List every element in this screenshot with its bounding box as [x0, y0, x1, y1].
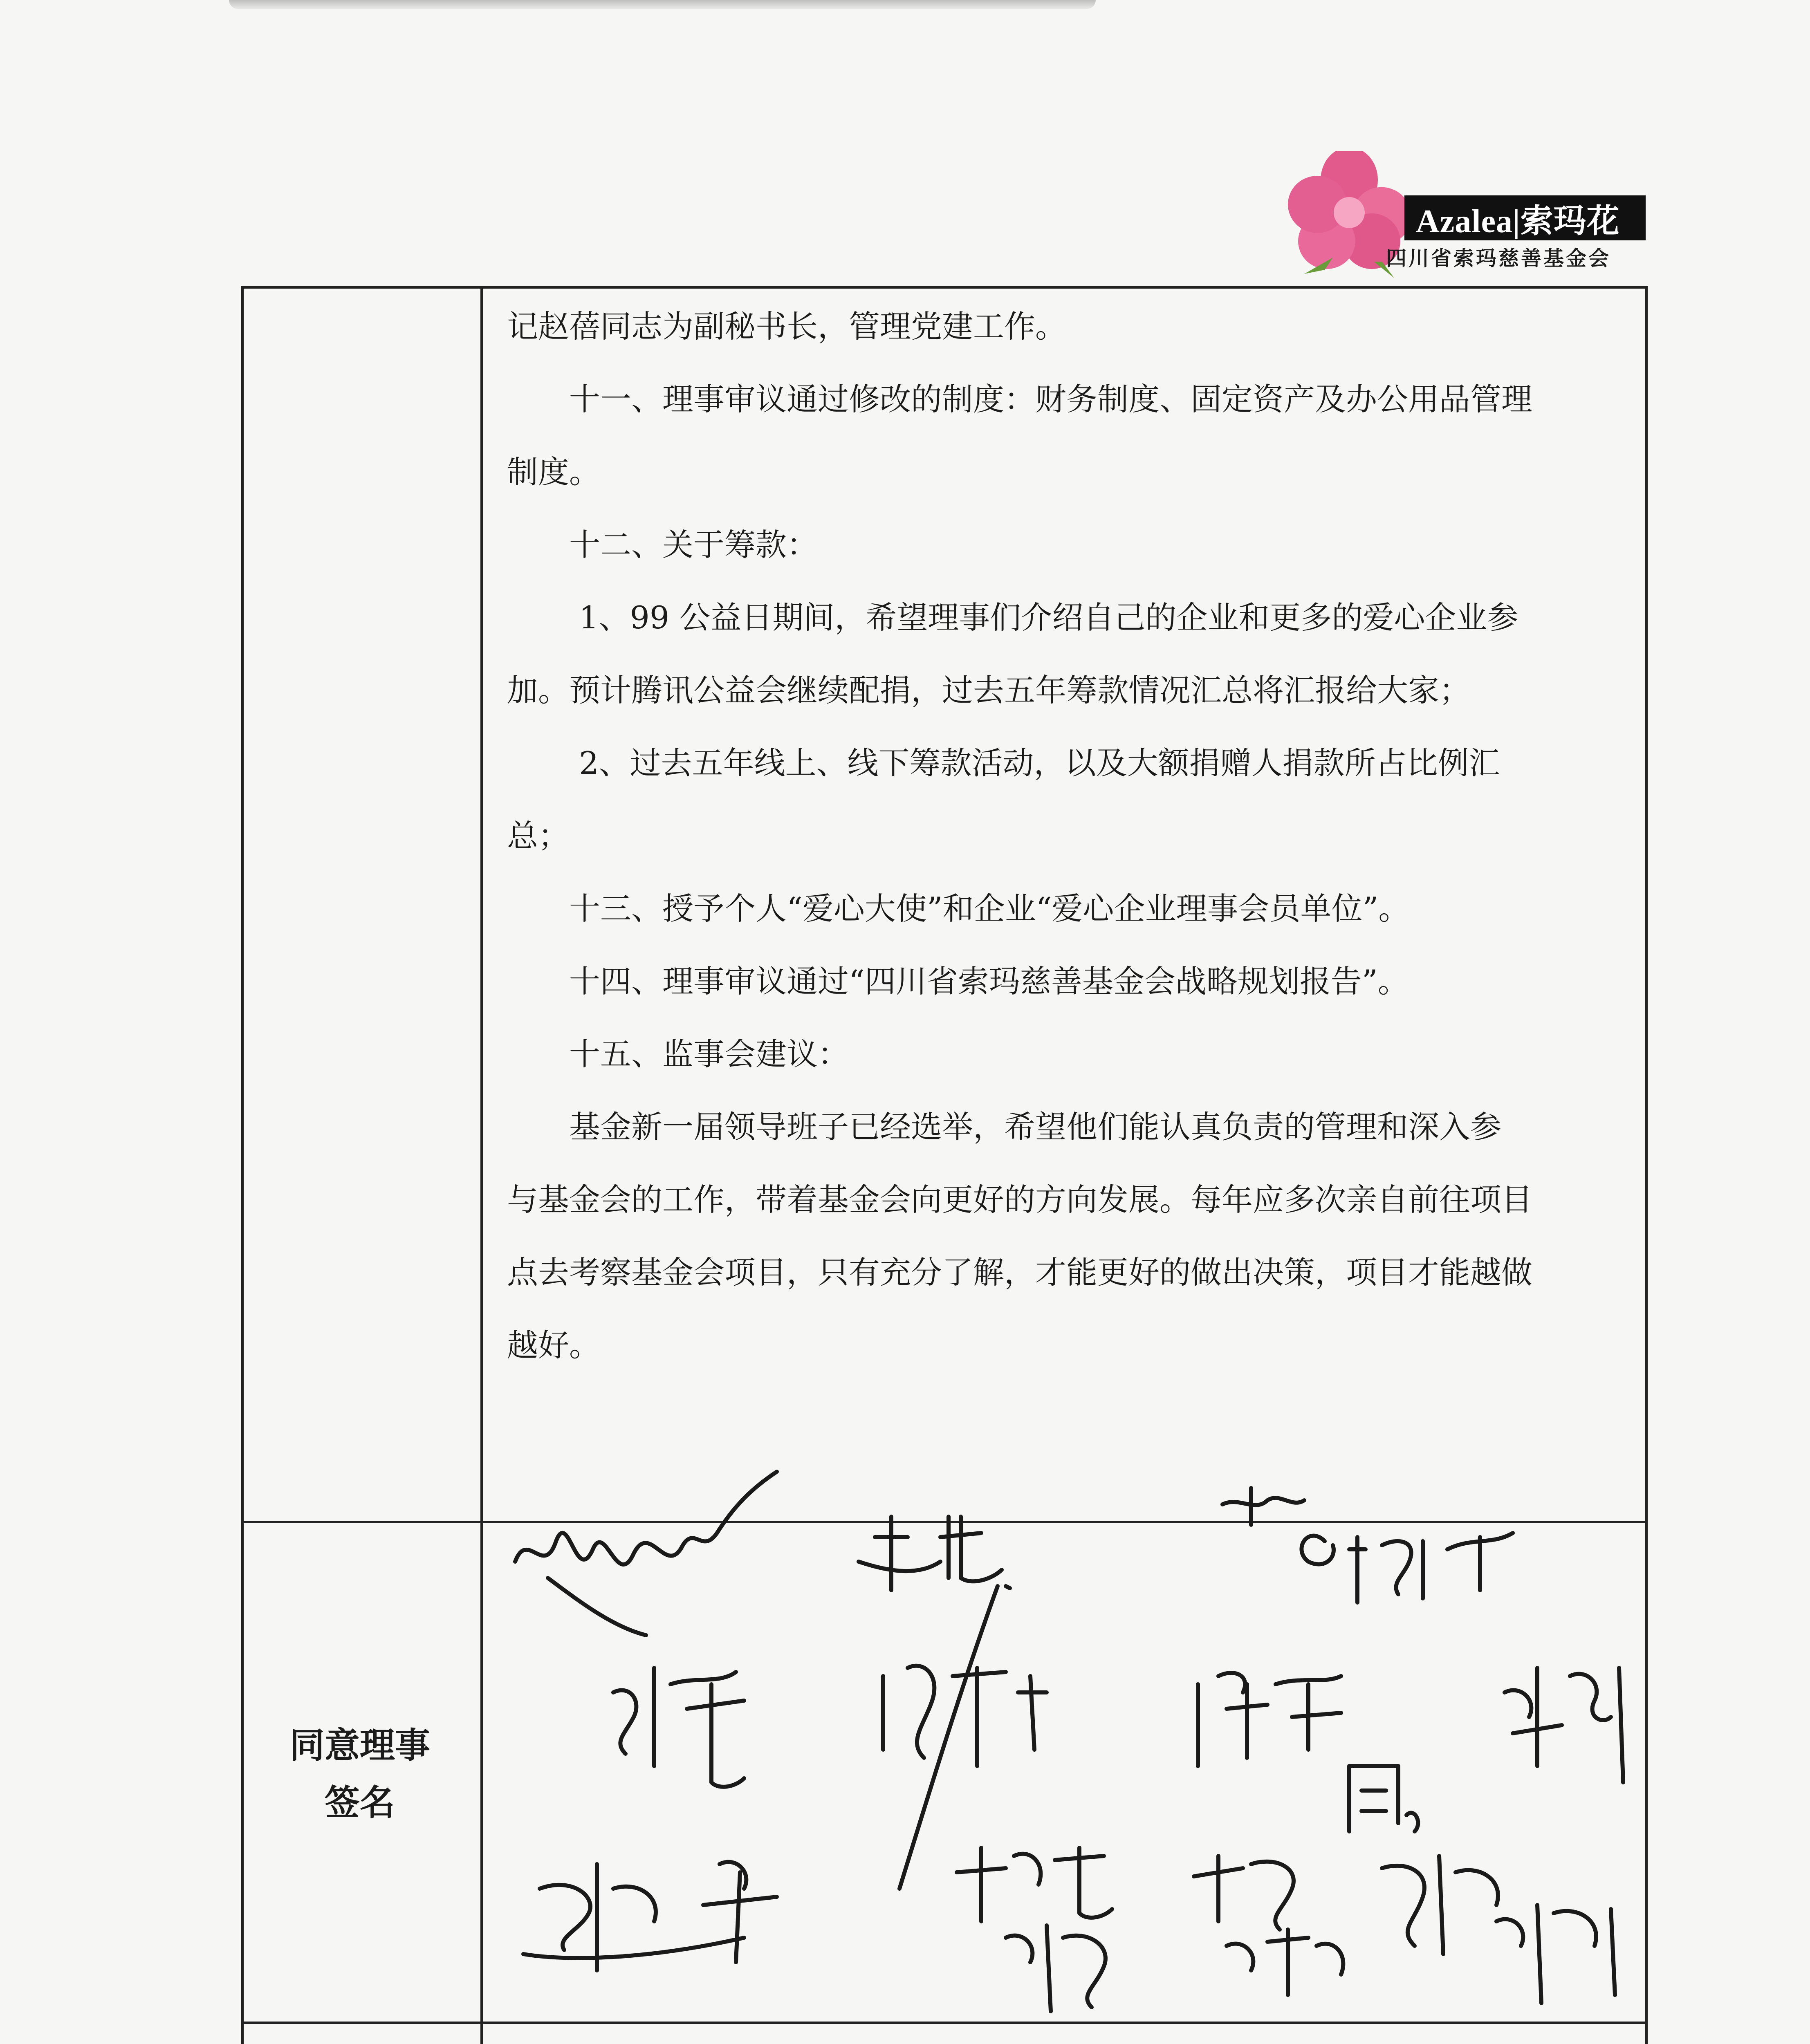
paragraph: 十四、理事审议通过“四川省索玛慈善基金会战略规划报告”。 — [507, 963, 1409, 1000]
paragraph: 记赵蓓同志为副秘书长，管理党建工作。 — [507, 308, 1066, 345]
paragraph: 基金新一届领导班子已经选举，希望他们能认真负责的管理和深入参 — [507, 1109, 1501, 1145]
scan-edge — [229, 0, 1096, 9]
paragraph: 十三、授予个人“爱心大使”和企业“爱心企业理事会员单位”。 — [507, 890, 1410, 927]
paragraph: 点去考察基金会项目，只有充分了解，才能更好的做出决策，项目才能越做 — [507, 1254, 1532, 1291]
agree-directors-label: 同意理事 签名 — [289, 1725, 430, 1823]
paragraph: 与基金会的工作，带着基金会向更好的方向发展。每年应多次亲自前往项目 — [507, 1181, 1532, 1218]
foundation-logo — [1288, 151, 1656, 286]
paragraph: 十二、关于筹款： — [507, 527, 818, 563]
paragraph: 总； — [507, 818, 569, 854]
paragraph: 1、99 公益日期间，希望理事们介绍自己的企业和更多的爱心企业参 — [507, 599, 1518, 636]
paragraph: 越好。 — [507, 1327, 600, 1363]
logo-subtitle: 四川省索玛慈善基金会 — [1386, 246, 1611, 270]
paragraph: 加。预计腾讯公益会继续配捐，过去五年筹款情况汇总将汇报给大家； — [507, 672, 1470, 708]
paragraph: 十一、理事审议通过修改的制度：财务制度、固定资产及办公用品管理 — [507, 381, 1532, 417]
table-column-divider — [480, 286, 483, 2044]
paragraph: 2、过去五年线上、线下筹款活动，以及大额捐赠人捐款所占比例汇 — [507, 745, 1500, 781]
director-signatures — [491, 1455, 1652, 2036]
minutes-content — [507, 290, 1640, 1382]
paragraph: 制度。 — [507, 454, 600, 490]
logo-brand: Azalea|索玛花 — [1404, 195, 1646, 240]
paragraph: 十五、监事会建议： — [507, 1036, 849, 1072]
